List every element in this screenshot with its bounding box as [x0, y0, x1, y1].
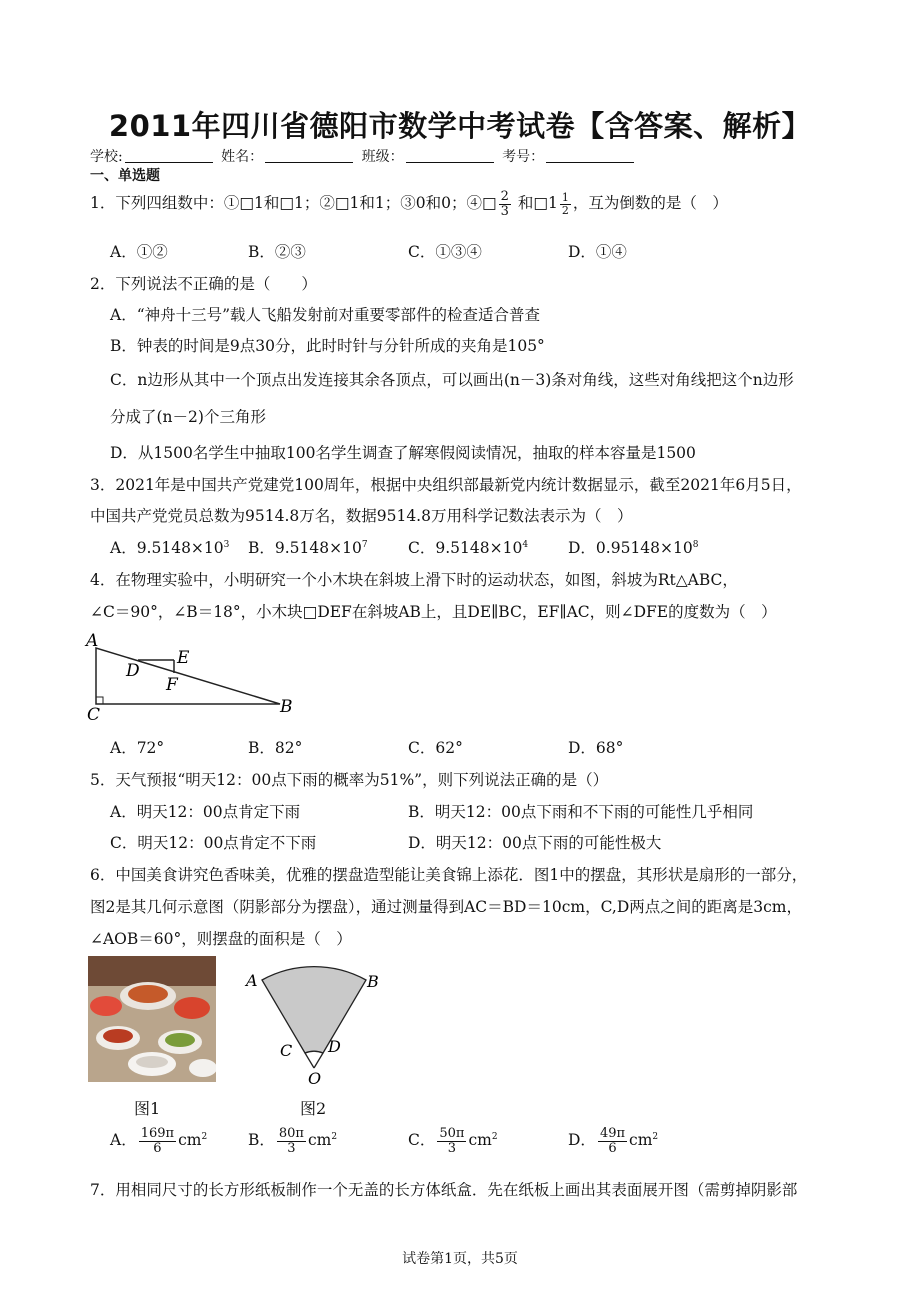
q6-d-num: 49π: [599, 1126, 626, 1141]
q6-a-num: 169π: [140, 1126, 175, 1141]
q6-d-den: 6: [608, 1140, 617, 1156]
q6-a-prefix: A．: [110, 1131, 137, 1150]
q6-b-frac: [277, 1127, 306, 1155]
q1-option-b[interactable]: B．②③: [248, 243, 306, 261]
q4-option-b[interactable]: B．82°: [248, 739, 303, 757]
q6-d-prefix: D．: [568, 1131, 596, 1150]
q7-line-1: 7．用相同尺寸的长方形纸板制作一个无盖的长方体纸盒．先在纸板上画出其表面展开图（需剪掉阴影部: [90, 1181, 798, 1199]
q5-option-c[interactable]: C．明天12：00点肯定不下雨: [110, 834, 317, 852]
q1-stem: [90, 190, 728, 218]
q3-option-c[interactable]: [408, 536, 528, 558]
q4-label-f: F: [166, 675, 178, 695]
q5-option-a[interactable]: A．明天12：00点肯定下雨: [110, 803, 301, 821]
q6-a-den: 6: [153, 1140, 162, 1156]
page-title: 2011年四川省德阳市数学中考试卷【含答案、解析】: [108, 109, 812, 143]
q1-text-b: 和□1: [517, 194, 558, 213]
q6-a-unit-exp: 2: [201, 1131, 208, 1142]
school-label: 学校:: [90, 149, 123, 165]
q5-stem: 5．天气预报“明天12：00点下雨的概率为51%”，则下列说法正确的是（）: [90, 771, 609, 789]
q6-label-d: D: [328, 1037, 341, 1056]
q4-option-d[interactable]: D．68°: [568, 739, 624, 757]
q6-a-unit: cm: [178, 1131, 202, 1150]
q6-line-2: 图2是其几何示意图（阴影部分为摆盘），通过测量得到AC＝BD＝10cm，C,D两点之间的距离是3cm，: [90, 898, 802, 916]
q1-text-a: 1．下列四组数中：①□1和□1；②□1和1；③0和0；④□: [90, 194, 497, 213]
q3-d-base: D．0.95148×10: [568, 539, 693, 557]
q5-option-d[interactable]: D．明天12：00点下雨的可能性极大: [408, 834, 662, 852]
exam-number-blank: [546, 162, 634, 163]
q4-label-b: B: [280, 697, 293, 717]
q2-stem: 2．下列说法不正确的是（ ）: [90, 275, 317, 293]
q2-option-a[interactable]: A．“神舟十三号”载人飞船发射前对重要零部件的检查适合普查: [110, 306, 541, 324]
q6-b-unit: cm: [307, 1131, 332, 1150]
q6-c-num: 50π: [439, 1126, 465, 1141]
q6-d-frac: [598, 1127, 627, 1155]
q6-option-c[interactable]: [408, 1127, 498, 1155]
q1-fraction: [499, 190, 511, 218]
q4-slope-figure: [84, 628, 304, 728]
q6-b-prefix: B．: [248, 1131, 275, 1150]
q6-c-unit: cm: [468, 1131, 492, 1150]
q3-d-exp: 8: [692, 539, 699, 550]
q1-mix-num: 1: [561, 191, 569, 205]
q3-c-base: C．9.5148×10: [408, 539, 523, 557]
school-blank: [125, 162, 213, 163]
q6-b-den: 3: [287, 1140, 296, 1156]
q4-label-e: E: [177, 648, 190, 668]
q6-c-frac: [437, 1127, 466, 1155]
student-info-line: [90, 146, 638, 166]
q4-line-2: ∠C＝90°，∠B＝18°，小木块□DEF在斜坡AB上，且DE∥BC，EF∥AC，则∠DFE的度数为（ ）: [90, 603, 777, 621]
q2-option-b[interactable]: B．钟表的时间是9点30分，此时时针与分针所成的夹角是105°: [110, 337, 545, 355]
class-blank: [406, 162, 494, 163]
q1-option-c[interactable]: C．①③④: [408, 243, 482, 261]
q3-b-exp: 7: [361, 539, 368, 550]
name-blank: [265, 162, 353, 163]
q6-d-unit-exp: 2: [652, 1131, 659, 1142]
q6-label-c: C: [280, 1041, 293, 1060]
name-label: 姓名：: [221, 149, 264, 165]
exam-number-label: 考号：: [502, 149, 545, 165]
q6-fig1-caption: 图1: [134, 1099, 161, 1118]
q6-b-num: 80π: [278, 1126, 304, 1141]
q3-option-b[interactable]: [248, 536, 368, 558]
q1-frac-num: 2: [500, 189, 509, 204]
q6-label-b: B: [367, 972, 379, 991]
q6-food-photo: [88, 956, 216, 1082]
q2-option-d[interactable]: D．从1500名学生中抽取100名学生调查了解寒假阅读情况，抽取的样本容量是1500: [110, 444, 696, 462]
q6-c-prefix: C．: [408, 1131, 436, 1150]
q1-option-d[interactable]: D．①④: [568, 243, 627, 261]
q4-label-d: D: [126, 661, 140, 681]
section-heading: 一、单选题: [90, 168, 160, 184]
q6-line-3: ∠AOB＝60°，则摆盘的面积是（ ）: [90, 930, 352, 948]
class-label: 班级：: [361, 149, 404, 165]
q4-label-a: A: [86, 631, 99, 651]
q6-b-unit-exp: 2: [331, 1131, 338, 1142]
q4-label-c: C: [87, 705, 101, 725]
q6-d-unit: cm: [629, 1131, 653, 1150]
q2-option-c[interactable]: C．n边形从其中一个顶点出发连接其余各顶点，可以画出(n－3)条对角线，这些对角线把这个n边形: [110, 371, 794, 389]
q3-option-d[interactable]: [568, 536, 698, 558]
q6-option-b[interactable]: [248, 1127, 337, 1155]
q4-option-a[interactable]: A．72°: [110, 739, 165, 757]
q4-line-1: 4．在物理实验中，小明研究一个小木块在斜坡上滑下时的运动状态，如图，斜坡为Rt△ABC，: [90, 571, 738, 589]
q3-c-exp: 4: [522, 539, 529, 550]
q1-text-c: ，互为倒数的是（ ）: [572, 194, 728, 213]
q1-mix-den: 2: [561, 203, 569, 217]
q3-b-base: B．9.5148×10: [248, 539, 362, 557]
q6-sector-figure: [240, 960, 390, 1088]
q1-mixed-fraction: [560, 192, 571, 216]
q6-c-den: 3: [447, 1140, 457, 1156]
q6-line-1: 6．中国美食讲究色香味美，优雅的摆盘造型能让美食锦上添花．图1中的摆盘，其形状是扇形的一部分，: [90, 866, 808, 884]
q6-label-a: A: [246, 971, 258, 990]
q6-a-frac: [139, 1127, 176, 1155]
q3-a-exp: 3: [223, 539, 230, 550]
q6-option-d[interactable]: [568, 1127, 658, 1155]
q6-label-o: O: [308, 1069, 322, 1088]
q3-a-base: A．9.5148×10: [110, 539, 224, 557]
q1-option-a[interactable]: A．①②: [110, 243, 168, 261]
q6-fig2-caption: 图2: [300, 1099, 327, 1118]
q6-option-a[interactable]: [110, 1127, 207, 1155]
q3-option-a[interactable]: [110, 536, 229, 558]
q6-c-unit-exp: 2: [491, 1131, 498, 1142]
q3-line-2: 中国共产党党员总数为9514.8万名，数据9514.8万用科学记数法表示为（ ）: [90, 507, 633, 525]
q5-option-b[interactable]: B．明天12：00点下雨和不下雨的可能性几乎相同: [408, 803, 754, 821]
q4-option-c[interactable]: C．62°: [408, 739, 463, 757]
q1-frac-den: 3: [500, 203, 509, 219]
q2-option-c-cont: 分成了(n－2)个三角形: [110, 408, 266, 426]
page-footer: 试卷第1页，共5页: [402, 1251, 518, 1267]
q3-line-1: 3．2021年是中国共产党建党100周年，根据中央组织部最新党内统计数据显示，截至2021年6月5日，: [90, 476, 802, 494]
